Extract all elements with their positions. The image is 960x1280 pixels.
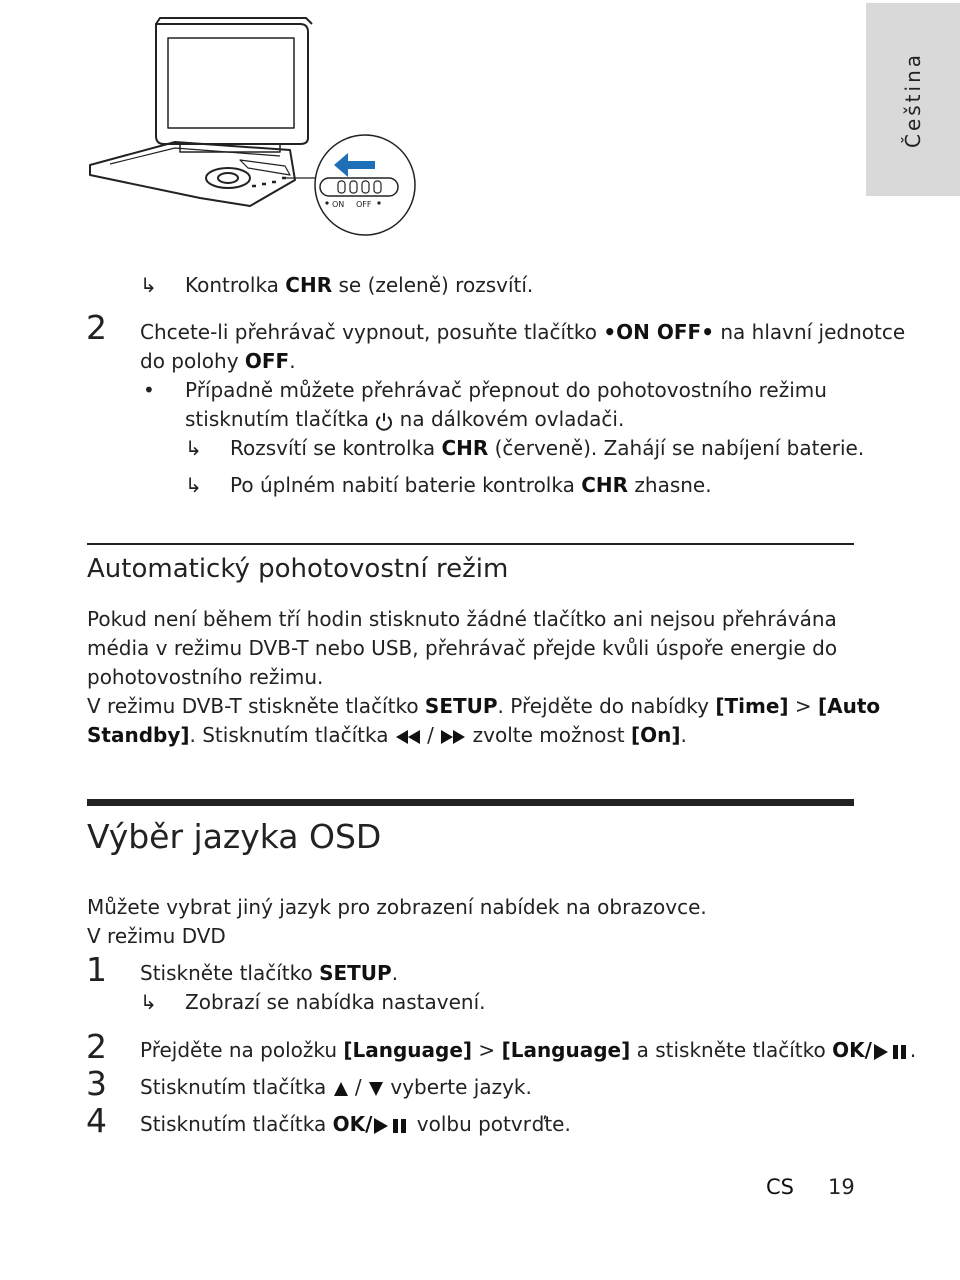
result-arrow-icon: ↳	[185, 473, 202, 497]
footer-language-code: CS	[766, 1175, 794, 1199]
step-text: Přejděte na položku [Language] > [Language] a stiskněte tlačítko OK/ .	[140, 1038, 917, 1062]
language-side-tab	[866, 3, 960, 196]
fast-forward-icon	[440, 729, 466, 745]
step-text: Stiskněte tlačítko SETUP.	[140, 961, 399, 985]
result-arrow-icon: ↳	[140, 273, 157, 297]
result-line: Kontrolka CHR se (zeleně) rozsvítí.	[185, 273, 534, 297]
step-text: Stisknutím tlačítka OK/ volbu potvrďte.	[140, 1112, 571, 1136]
result-arrow-icon: ↳	[185, 436, 202, 460]
section-divider	[87, 543, 854, 545]
step-number: 1	[86, 950, 107, 989]
step-number: 2	[86, 308, 107, 347]
step-number: 4	[86, 1101, 107, 1140]
section-heading: Výběr jazyka OSD	[87, 817, 382, 856]
result-line: Po úplném nabití baterie kontrolka CHR zhasne.	[230, 473, 712, 497]
step-text-line1: Chcete-li přehrávač vypnout, posuňte tlačítko •ON OFF• na hlavní jednotce	[140, 320, 906, 344]
paragraph-line: Pokud není během tří hodin stisknuto žádné tlačítko ani nejsou přehrávána	[87, 607, 837, 631]
play-pause-icon	[372, 1116, 410, 1136]
result-line: Rozsvítí se kontrolka CHR (červeně). Zahájí se nabíjení baterie.	[230, 436, 865, 460]
step-text-line2: do polohy OFF.	[140, 349, 296, 373]
power-icon	[375, 411, 393, 431]
paragraph-line: pohotovostního režimu.	[87, 665, 324, 689]
result-line: Zobrazí se nabídka nastavení.	[185, 990, 486, 1014]
section-heading: Automatický pohotovostní režim	[87, 554, 509, 584]
paragraph-line: Standby]. Stisknutím tlačítka / zvolte možnost [On].	[87, 723, 687, 747]
paragraph-line: V režimu DVD	[87, 924, 226, 948]
bullet-dot-icon: •	[143, 378, 155, 402]
paragraph-line: V režimu DVB-T stiskněte tlačítko SETUP. Přejděte do nabídky [Time] > [Auto	[87, 694, 881, 718]
play-pause-icon	[872, 1042, 910, 1062]
section-divider-thick	[87, 799, 854, 806]
step-text: Stisknutím tlačítka / vyberte jazyk.	[140, 1075, 532, 1099]
rewind-icon	[395, 729, 421, 745]
switch-off-label: OFF	[356, 200, 372, 209]
switch-on-label: ON	[332, 200, 345, 209]
up-triangle-icon	[333, 1081, 349, 1097]
bullet-text-line2: stisknutím tlačítka na dálkovém ovladači.	[185, 407, 625, 431]
language-tab-label: Čeština	[901, 51, 925, 149]
step-number: 3	[86, 1064, 107, 1103]
step-number: 2	[86, 1027, 107, 1066]
down-triangle-icon	[368, 1081, 384, 1097]
paragraph-line: Můžete vybrat jiný jazyk pro zobrazení nabídek na obrazovce.	[87, 895, 707, 919]
player-illustration	[80, 10, 430, 250]
bullet-text-line1: Případně můžete přehrávač přepnout do pohotovostního režimu	[185, 378, 827, 402]
result-arrow-icon: ↳	[140, 990, 157, 1014]
page-number: 19	[828, 1175, 855, 1199]
paragraph-line: média v režimu DVB-T nebo USB, přehrávač přejde kvůli úspoře energie do	[87, 636, 838, 660]
